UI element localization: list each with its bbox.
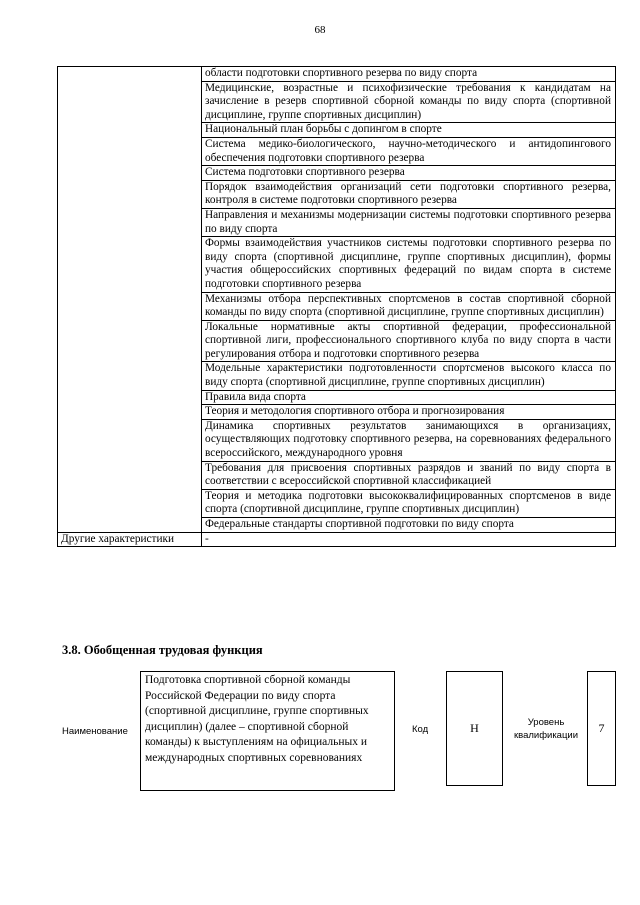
table-cell: Система подготовки спортивного резерва <box>202 166 616 181</box>
table-cell: области подготовки спортивного резерва по виду спорта <box>202 67 616 82</box>
table-cell: Динамика спортивных результатов занимающихся в организациях, осуществляющих подготовку спортивного резерва, на соревнованиях федерального всероссийского, международного уровня <box>202 419 616 461</box>
code-value-box: H <box>446 671 503 786</box>
knowledge-table <box>57 66 616 547</box>
table-cell: Формы взаимодействия участников системы подготовки спортивного резерва по виду спорта (спортивной дисциплине, группе спортивных дисциплин), формы участия общероссийских спортивных федераций по видам спорта в системе подготовки спортивного резерва <box>202 237 616 292</box>
level-label-line2: квалификации <box>513 730 579 741</box>
other-characteristics-value: - <box>202 532 616 547</box>
table-cell: Теория и методика подготовки высококвалифицированных спортсменов в виде спорта (спортивной дисциплине, группе спортивных дисциплин) <box>202 489 616 517</box>
name-label: Наименование <box>62 726 128 737</box>
table-cell: Теория и методология спортивного отбора и прогнозирования <box>202 405 616 420</box>
table-cell: Медицинские, возрастные и психофизические требования к кандидатам на зачисление в резерв спортивной сборной команды по виду спорта (спортивной дисциплине, группе спортивных дисциплин) <box>202 81 616 123</box>
page-number: 68 <box>314 24 326 36</box>
level-value-box: 7 <box>587 671 616 786</box>
other-characteristics-label: Другие характеристики <box>58 532 202 547</box>
function-name-box: Подготовка спортивной сборной команды Российской Федерации по виду спорта (спортивной дисциплине, группе спортивных дисциплин) (далее – спортивной сборной команды) к выступлениям на официальных и международных спортивных соревнованиях <box>140 671 395 791</box>
section-title: 3.8. Обобщенная трудовая функция <box>62 643 263 657</box>
table-cell: Порядок взаимодействия организаций сети подготовки спортивного резерва, контроля в системе подготовки спортивного резерва <box>202 180 616 208</box>
table-cell: Модельные характеристики подготовленности спортсменов высокого класса по виду спорта (спортивной дисциплине, группе спортивных дисциплин) <box>202 362 616 390</box>
table-cell: Система медико-биологического, научно-методического и антидопингового обеспечения подготовки спортивного резерва <box>202 137 616 165</box>
table-cell: Локальные нормативные акты спортивной федерации, профессиональной спортивной лиги, профессионального спортивного клуба по виду спорта в части регулирования отбора и подготовки спортивного резерва <box>202 320 616 362</box>
empty-label-cell <box>58 67 202 533</box>
code-label: Код <box>412 724 429 735</box>
table-cell: Федеральные стандарты спортивной подготовки по виду спорта <box>202 518 616 533</box>
table-cell: Правила вида спорта <box>202 390 616 405</box>
table-cell: Национальный план борьбы с допингом в спорте <box>202 123 616 138</box>
table-cell: Механизмы отбора перспективных спортсменов в состав спортивной сборной команды по виду спорта (спортивной дисциплине, группе спортивных дисциплин) <box>202 292 616 320</box>
table-row <box>58 67 616 82</box>
table-cell: Направления и механизмы модернизации системы подготовки спортивного резерва по виду спорта <box>202 208 616 236</box>
table-cell: Требования для присвоения спортивных разрядов и званий по виду спорта в соответствии с всероссийской спортивной классификацией <box>202 461 616 489</box>
level-label-line1: Уровень <box>527 717 565 728</box>
table-row-other <box>58 532 616 547</box>
